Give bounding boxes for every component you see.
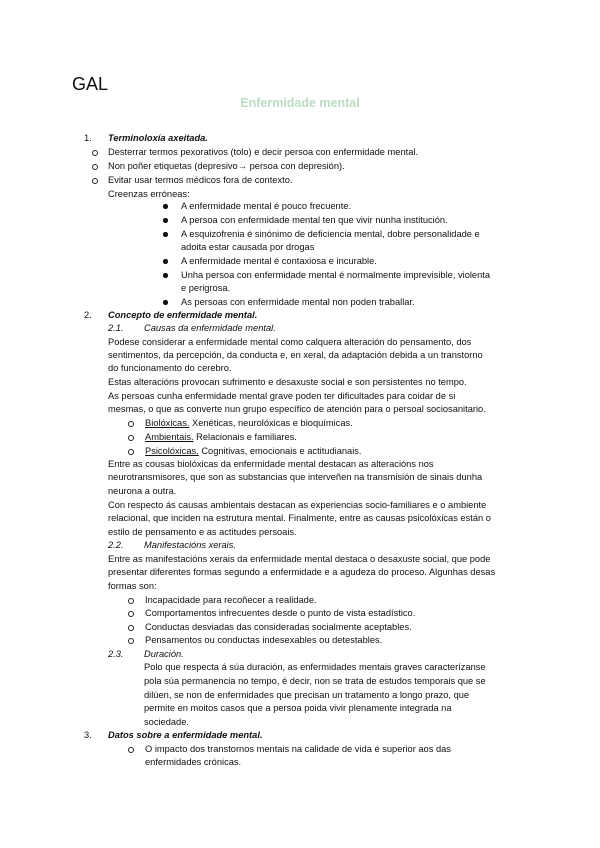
paragraph-line: Con respecto ás causas ambientais destacan as experiencias socio-familiares e o ambiente (108, 500, 487, 510)
circle-bullet-icon (128, 421, 134, 427)
circle-bullet-icon (92, 178, 98, 184)
circle-bullet-icon (92, 150, 98, 156)
paragraph-line: sociedade. (144, 717, 189, 727)
cause-term: Psicolóxicas. (145, 446, 199, 456)
bullet-icon (163, 218, 168, 223)
paragraph-line: Entre as cousas biolóxicas da enfermidade mental destacan as alteracións nos (108, 459, 434, 469)
paragraph-line: mesmas, o que as converte nun grupo específico de atención para o persoal sociosanitario. (108, 404, 486, 414)
section-3-number: 3. (84, 730, 92, 740)
list-item: Conductas desviadas das consideradas socialmente aceptables. (145, 622, 412, 632)
paragraph-line: neurotransmisores, que son as substancias que interveñen na transmisión de sinais dunha (108, 472, 483, 482)
list-item: A enfermidade mental é contaxiosa e incurable. (181, 256, 377, 266)
list-item-continuation: adoita estar causada por drogas (181, 242, 315, 252)
creenzas-label: Creenzas erróneas: (108, 189, 190, 199)
paragraph-line: As persoas cunha enfermidade mental grave poden ter dificultades para coidar de si (108, 391, 456, 401)
subsection-number: 2.1. (108, 323, 124, 333)
list-item: Pensamentos ou conductas indesexables ou detestables. (145, 635, 383, 645)
circle-bullet-icon (128, 435, 134, 441)
paragraph-line: neurona a outra. (108, 486, 177, 496)
list-item: A enfermidade mental é pouco frecuente. (181, 201, 352, 211)
paragraph-line: Estas alteracións provocan sufrimento e desaxuste social e son persistentes no tempo. (108, 377, 467, 387)
list-item: A persoa con enfermidade mental ten que vivir nunha institución. (181, 215, 448, 225)
paragraph-line: Entre as manifestacións xerais da enfermidade mental destaca o desaxuste social, que pode (108, 554, 491, 564)
circle-bullet-icon (128, 611, 134, 617)
list-item: O impacto dos transtornos mentais na calidade de vida é superior aos das (145, 744, 451, 754)
cause-term: Biolóxicas. (145, 418, 190, 428)
language-label: GAL (72, 74, 109, 94)
paragraph-line: formas son: (108, 581, 157, 591)
section-1-heading: Terminoloxía axeitada. (108, 133, 208, 143)
paragraph-line: dilúen, se non de enfermidades que precisan un tratamento a longo prazo, que (144, 690, 470, 700)
list-item: Incapacidade para recoñecer a realidade. (145, 595, 317, 605)
section-3-heading: Datos sobre a enfermidade mental. (108, 730, 263, 740)
subsection-title: Duración. (144, 649, 184, 659)
list-item: Desterrar termos pexorativos (tolo) e decir persoa con enfermidade mental. (108, 147, 419, 157)
list-item (145, 431, 297, 443)
bullet-icon (163, 273, 168, 278)
subsection-title: Manifestacións xerais. (144, 540, 236, 550)
list-item: Non poñer etiquetas (depresivo→ persoa con depresión). (108, 161, 345, 171)
bullet-icon (163, 259, 168, 264)
cause-term: Ambientais. (145, 432, 194, 442)
list-item-continuation: e perigrosa. (181, 283, 231, 293)
list-item: A esquizofrenia é sinónimo de deficiencia mental, dobre personalidade e (181, 229, 480, 239)
list-item: Comportamentos infrecuentes desde o punto de vista estadístico. (145, 608, 416, 618)
bullet-icon (163, 204, 168, 209)
paragraph-line: estilo de pensamento e as actitudes persoais. (108, 527, 297, 537)
circle-bullet-icon (128, 598, 134, 604)
paragraph-line: Polo que respecta á súa duración, as enfermidades mentais graves caracterízanse (144, 662, 486, 672)
paragraph-line: sentimentos, da percepción, da conducta e, en xeral, da adaptación debida a un transtorno (108, 350, 483, 360)
list-item (145, 417, 353, 429)
paragraph-line: pola súa permanencia no tempo, é decir, non se trata de estudos temporais que se (144, 676, 486, 686)
subsection-title: Causas da enfermidade mental. (144, 323, 276, 333)
bullet-icon (163, 300, 168, 305)
paragraph-line: relacional, que inciden na estrutura mental. Finalmente, entre as causas psicolóxicas están o (108, 513, 491, 523)
circle-bullet-icon (128, 449, 134, 455)
section-2-heading: Concepto de enfermidade mental. (108, 310, 258, 320)
paragraph-line: permite en moitos casos que a persoa poida vivir plenamente integrada na (144, 703, 452, 713)
paragraph-line: Podese considerar a enfermidade mental como calquera alteración do pensamento, dos (108, 337, 472, 347)
bullet-icon (163, 232, 168, 237)
cause-description: Cognitivas, emocionais e actitudianais. (198, 446, 362, 456)
subsection-number: 2.3. (108, 649, 124, 659)
document-title: Enfermidade mental (240, 96, 360, 110)
paragraph-line: do funcionamento do cerebro. (108, 363, 232, 373)
paragraph-line: presentar diferentes formas segundo a enfermidade e a agudeza do proceso. Algunhas desas (108, 567, 496, 577)
circle-bullet-icon (128, 747, 134, 753)
subsection-number: 2.2. (108, 540, 124, 550)
circle-bullet-icon (128, 638, 134, 644)
list-item: Evitar usar termos médicos fora de contexto. (108, 175, 293, 185)
section-1-number: 1. (84, 133, 92, 143)
list-item-continuation: enfermidades crónicas. (145, 757, 242, 767)
circle-bullet-icon (92, 164, 98, 170)
list-item: Unha persoa con enfermidade mental é normalmente imprevisible, violenta (181, 270, 491, 280)
circle-bullet-icon (128, 625, 134, 631)
list-item (145, 445, 362, 457)
cause-description: Xenéticas, neurolóxicas e bioquímicas. (189, 418, 353, 428)
list-item: As persoas con enfermidade mental non poden traballar. (181, 297, 415, 307)
cause-description: Relacionais e familiares. (193, 432, 297, 442)
section-2-number: 2. (84, 310, 92, 320)
